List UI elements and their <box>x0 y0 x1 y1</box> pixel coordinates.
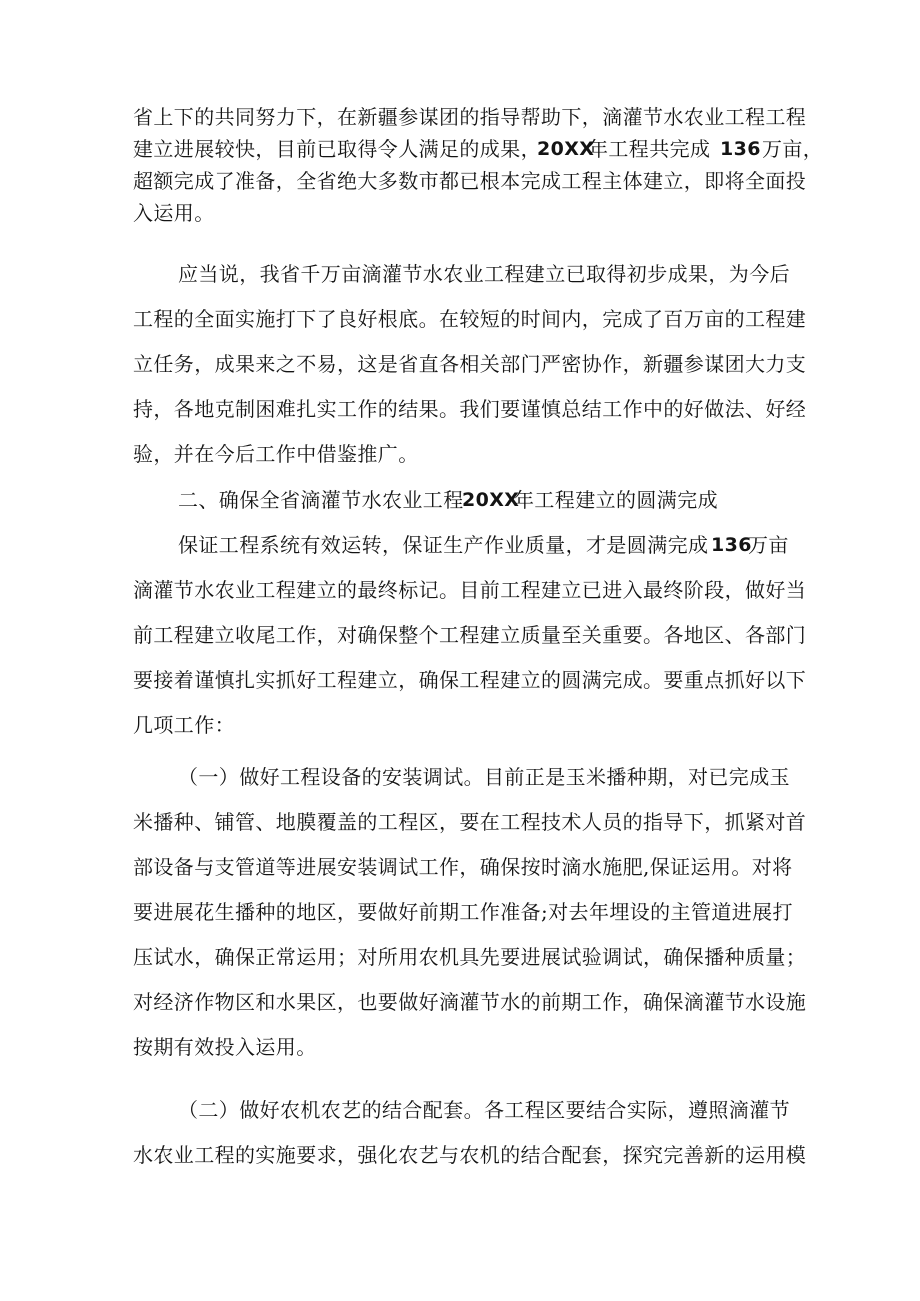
text-run: 万亩 <box>748 533 789 557</box>
text-run: 前工程建立收尾工作，对确保整个工程建立质量至关重要。各地区、各部门 <box>133 623 807 647</box>
paragraph-line <box>0 985 920 1019</box>
text-run: 省上下的共同努力下，在新疆参谋团的指导帮助下，滴灌节水农业工程工程 <box>133 105 807 129</box>
text-run: 入运用。 <box>133 201 215 225</box>
text-run: 米播种、铺管、地膜覆盖的工程区，要在工程技术人员的指导下，抓紧对首 <box>133 810 807 834</box>
text-run: 要接着谨慎扎实抓好工程建立，确保工程建立的圆满完成。要重点抓好以下 <box>133 668 807 692</box>
text-run: 年工程共完成 <box>588 137 711 161</box>
paragraph-line <box>0 437 920 471</box>
text-run: （二）做好农机农艺的结合配套。各工程区要结合实际，遵照滴灌节 <box>178 1098 790 1122</box>
paragraph-line <box>0 392 920 426</box>
paragraph-line <box>0 302 920 336</box>
paragraph-line <box>0 805 920 839</box>
text-run: 持，各地克制困难扎实工作的结果。我们要谨慎总结工作中的好做法、好经 <box>133 397 807 421</box>
paragraph-line <box>0 132 920 166</box>
text-run: 保证工程系统有效运转，保证生产作业质量，才是圆满完成 <box>178 533 709 557</box>
text-run: 建立进展较快，目前已取得令人满足的成果， <box>133 137 541 161</box>
year-value: 20XX <box>537 138 595 160</box>
text-run: （一）做好工程设备的安装调试。目前正是玉米播种期，对已完成玉 <box>178 765 790 789</box>
paragraph-line <box>0 708 920 742</box>
paragraph-line <box>0 528 920 562</box>
amount-value: 136 <box>720 138 761 160</box>
text-run: 二、确保全省滴灌节水农业工程 <box>178 488 464 512</box>
paragraph-line <box>0 1138 920 1172</box>
text-run: 工程的全面实施打下了良好根底。在较短的时间内，完成了百万亩的工程建 <box>133 307 807 331</box>
paragraph-line <box>0 100 920 134</box>
paragraph-line <box>0 618 920 652</box>
paragraph-line <box>0 573 920 607</box>
text-run: 立任务，成果来之不易，这是省直各相关部门严密协作，新疆参谋团大力支 <box>133 352 807 376</box>
paragraph-line <box>0 1030 920 1064</box>
year-value: 20XX <box>462 489 520 511</box>
text-run: 水农业工程的实施要求，强化农艺与农机的结合配套，探究完善新的运用模 <box>133 1143 807 1167</box>
paragraph-line <box>0 940 920 974</box>
text-run: 要进展花生播种的地区，要做好前期工作准备;对去年埋设的主管道进展打 <box>133 900 793 924</box>
amount-value: 136 <box>711 534 752 556</box>
text-run: 验，并在今后工作中借鉴推广。 <box>133 442 419 466</box>
paragraph-line <box>0 347 920 381</box>
paragraph-line <box>0 257 920 291</box>
text-run: 部设备与支管道等进展安装调试工作，确保按时滴水施肥,保证运用。对将 <box>133 855 793 879</box>
paragraph-line <box>0 1093 920 1127</box>
paragraph-line <box>0 850 920 884</box>
paragraph-line <box>0 760 920 794</box>
text-run: 按期有效投入运用。 <box>133 1035 317 1059</box>
paragraph-line <box>0 196 920 230</box>
text-run: 年工程建立的圆满完成 <box>514 488 718 512</box>
text-run: 对经济作物区和水果区，也要做好滴灌节水的前期工作，确保滴灌节水设施 <box>133 990 807 1014</box>
paragraph-line <box>0 895 920 929</box>
section-heading <box>0 483 920 517</box>
text-run: 超额完成了准备，全省绝大多数市都已根本完成工程主体建立，即将全面投 <box>133 169 807 193</box>
paragraph-line <box>0 663 920 697</box>
text-run: 压试水，确保正常运用；对所用农机具先要进展试验调试，确保播种质量； <box>133 945 807 969</box>
text-run: 万亩， <box>762 137 824 161</box>
text-run: 滴灌节水农业工程建立的最终标记。目前工程建立已进入最终阶段，做好当 <box>133 578 807 602</box>
paragraph-line <box>0 164 920 198</box>
text-run: 几项工作： <box>133 713 235 737</box>
text-run: 应当说，我省千万亩滴灌节水农业工程建立已取得初步成果，为今后 <box>178 262 790 286</box>
